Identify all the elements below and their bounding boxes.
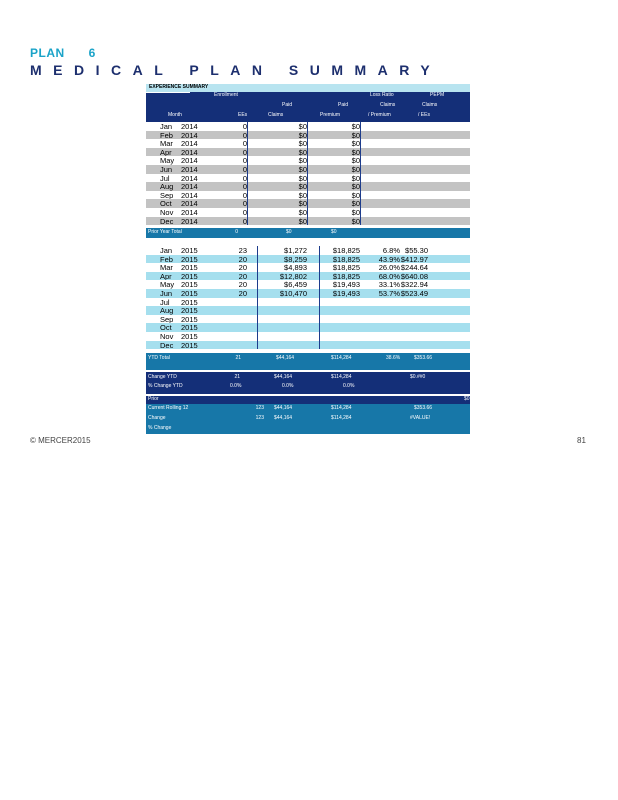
- row-claims: $0: [298, 173, 307, 183]
- rolling-change-label: Change: [148, 415, 166, 421]
- table-row: [146, 341, 470, 350]
- row-year: 2015: [181, 314, 198, 324]
- table-row: [146, 131, 470, 140]
- row-year: 2015: [181, 263, 198, 272]
- row-ees: 0: [242, 190, 247, 200]
- rolling-current-premium: $114,284: [331, 405, 352, 411]
- row-premium: $18,825: [332, 271, 360, 281]
- row-year: 2015: [181, 254, 198, 264]
- column-divider: [319, 246, 320, 349]
- pct-change-ytd-claims: 0.0%: [282, 383, 294, 389]
- rolling-change-pepm: #VALUE!: [410, 415, 431, 421]
- row-pepm: $640.08: [400, 271, 428, 281]
- row-ees: 0: [242, 199, 247, 208]
- table-title: EXPERIENCE SUMMARY: [149, 84, 209, 90]
- row-year: 2014: [181, 190, 198, 200]
- pct-change-ytd-premium: 0.0%: [343, 383, 355, 389]
- row-pepm: $412.97: [400, 254, 428, 264]
- row-month: Oct: [160, 199, 172, 208]
- table-row: [146, 315, 470, 324]
- column-divider: [307, 122, 308, 225]
- change-ytd-premium: $114,284: [331, 374, 352, 380]
- rolling-pct-change: [146, 424, 470, 434]
- table-row: [146, 323, 470, 332]
- rolling-change-ees: 123: [255, 415, 264, 421]
- row-month: Jul: [160, 297, 170, 307]
- row-loss-ratio: 26.0%: [378, 263, 400, 272]
- row-premium: $0: [351, 139, 360, 148]
- row-loss-ratio: 68.0%: [378, 271, 400, 281]
- rolling-current-claims: $44,164: [274, 405, 293, 411]
- row-year: 2015: [181, 297, 198, 307]
- ytd-total: [146, 353, 470, 370]
- row-ees: 20: [238, 289, 247, 298]
- row-claims: $10,470: [279, 289, 307, 298]
- ytd-claims: $44,164: [276, 355, 295, 361]
- row-claims: $0: [298, 156, 307, 165]
- table-row: [146, 165, 470, 174]
- row-month: Apr: [160, 147, 172, 157]
- row-pepm: $244.64: [400, 263, 428, 272]
- row-premium: $0: [351, 182, 360, 191]
- pct-change-ytd-label: % Change YTD: [148, 383, 183, 389]
- row-year: 2014: [181, 156, 198, 165]
- row-year: 2014: [181, 199, 198, 208]
- table-row: [146, 272, 470, 281]
- table-row: [146, 217, 470, 226]
- table-row: [146, 263, 470, 272]
- change-ytd-block: [146, 372, 470, 394]
- page-number: 81: [577, 436, 586, 445]
- row-claims: $0: [298, 208, 307, 217]
- copyright-footer: © MERCER2015: [30, 436, 91, 445]
- row-year: 2014: [181, 208, 198, 217]
- row-year: 2014: [181, 147, 198, 157]
- row-month: Jun: [160, 289, 173, 298]
- ytd-premium: $114,284: [331, 355, 352, 361]
- row-year: 2014: [181, 182, 198, 191]
- table-row: [146, 298, 470, 307]
- header-claims-b: Claims: [422, 102, 438, 108]
- prior-year-total: [146, 228, 470, 238]
- row-month: Jul: [160, 173, 170, 183]
- row-ees: 0: [242, 216, 247, 226]
- rolling-pct-change-label: % Change: [148, 425, 172, 431]
- row-year: 2014: [181, 165, 198, 174]
- row-month: Feb: [160, 254, 173, 264]
- row-claims: $0: [298, 139, 307, 148]
- header-per-ee: / EEs: [418, 112, 430, 118]
- row-premium: $0: [351, 199, 360, 208]
- change-ytd-claims: $44,164: [274, 374, 293, 380]
- ytd-ees: 21: [235, 355, 241, 361]
- row-month: Sep: [160, 190, 174, 200]
- table-row: [146, 191, 470, 200]
- row-month: Oct: [160, 323, 172, 332]
- row-year: 2015: [181, 340, 198, 350]
- row-claims: $6,459: [284, 280, 307, 289]
- row-month: Jan: [160, 122, 173, 131]
- row-year: 2014: [181, 173, 198, 183]
- row-loss-ratio: 53.7%: [378, 289, 400, 298]
- row-year: 2014: [181, 122, 198, 131]
- row-premium: $0: [351, 147, 360, 157]
- ytd-loss-ratio: 38.6%: [386, 355, 401, 361]
- row-pepm: $523.49: [400, 289, 428, 298]
- header-loss-ratio: Loss Ratio: [370, 92, 394, 98]
- table-row: [146, 280, 470, 289]
- row-year: 2015: [181, 289, 198, 298]
- column-divider: [247, 122, 248, 225]
- table-row: [146, 182, 470, 191]
- rolling-current-pepm: $353.66: [414, 405, 433, 411]
- rolling-current-label: Current Rolling 12: [148, 405, 189, 411]
- rolling-current-ees: 123: [255, 405, 264, 411]
- table-row: [146, 174, 470, 183]
- row-premium: $0: [351, 122, 360, 131]
- header-paid-premium: Paid: [338, 102, 349, 108]
- experience-summary-table: [146, 84, 470, 434]
- row-loss-ratio: 6.8%: [382, 246, 400, 255]
- row-premium: $0: [351, 130, 360, 140]
- row-premium: $0: [351, 156, 360, 165]
- row-month: Feb: [160, 130, 173, 140]
- table-row: [146, 148, 470, 157]
- plan-word: PLAN: [30, 46, 65, 60]
- row-premium: $0: [351, 165, 360, 174]
- plan-label: [30, 46, 96, 60]
- table-row: [146, 139, 470, 148]
- header-claims-a: Claims: [380, 102, 396, 108]
- row-ees: 23: [238, 246, 247, 255]
- row-pepm: $322.94: [400, 280, 428, 289]
- ytd-pepm: $353.66: [414, 355, 433, 361]
- spacer-row: [146, 238, 470, 246]
- row-year: 2015: [181, 306, 198, 315]
- row-ees: 0: [242, 165, 247, 174]
- rolling-prior-value: $0: [464, 396, 470, 402]
- table-row: [146, 289, 470, 298]
- table-row: [146, 199, 470, 208]
- row-claims: $4,893: [284, 263, 307, 272]
- table-row: [146, 208, 470, 217]
- row-ees: 0: [242, 173, 247, 183]
- row-month: Dec: [160, 340, 174, 350]
- row-claims: $0: [298, 199, 307, 208]
- rolling-prior: [146, 396, 470, 404]
- prior-total-premium: $0: [331, 229, 337, 235]
- row-month: Aug: [160, 306, 174, 315]
- rolling-prior-label: Prior: [148, 396, 159, 402]
- row-ees: 20: [238, 271, 247, 281]
- row-year: 2015: [181, 280, 198, 289]
- row-claims: $0: [298, 182, 307, 191]
- row-month: Mar: [160, 263, 173, 272]
- row-ees: 20: [238, 254, 247, 264]
- row-ees: 0: [242, 130, 247, 140]
- row-premium: $0: [351, 208, 360, 217]
- row-claims: $12,802: [279, 271, 307, 281]
- row-month: Aug: [160, 182, 174, 191]
- rolling-change-claims: $44,164: [274, 415, 293, 421]
- row-claims: $1,272: [284, 246, 307, 255]
- row-claims: $0: [298, 122, 307, 131]
- header-claims: Claims: [268, 112, 284, 118]
- row-month: Dec: [160, 216, 174, 226]
- row-ees: 20: [238, 280, 247, 289]
- change-ytd-pepm: $0.##0: [410, 374, 426, 380]
- table-row: [146, 255, 470, 264]
- row-month: Nov: [160, 332, 174, 341]
- header-premium-ratio: / Premium: [368, 112, 391, 118]
- row-claims: $0: [298, 216, 307, 226]
- header-ees: EEs: [238, 112, 248, 118]
- column-divider: [257, 246, 258, 349]
- row-claims: $0: [298, 165, 307, 174]
- row-year: 2015: [181, 271, 198, 281]
- enrollment-underline: [146, 92, 190, 93]
- row-year: 2014: [181, 216, 198, 226]
- header-premium: Premium: [320, 112, 341, 118]
- row-year: 2015: [181, 332, 198, 341]
- table-row: [146, 246, 470, 255]
- row-ees: 0: [242, 208, 247, 217]
- row-year: 2014: [181, 130, 198, 140]
- ytd-label: YTD Total: [148, 355, 170, 361]
- table-title-band: [146, 84, 470, 92]
- row-premium: $18,825: [332, 246, 360, 255]
- table-row: [146, 306, 470, 315]
- row-pepm: $55.30: [405, 246, 428, 255]
- prior-total-ees: 0: [235, 229, 238, 235]
- row-ees: 0: [242, 182, 247, 191]
- row-claims: $0: [298, 190, 307, 200]
- table-header: [146, 92, 470, 122]
- row-loss-ratio: 33.1%: [378, 280, 400, 289]
- prior-total-claims: $0: [286, 229, 292, 235]
- header-month: Month: [168, 112, 182, 118]
- change-ytd-ees: 21: [234, 374, 240, 380]
- header-paid-claims: Paid: [282, 102, 293, 108]
- prior-total-label: Prior Year Total: [148, 229, 182, 235]
- column-divider: [360, 122, 361, 225]
- row-claims: $0: [298, 130, 307, 140]
- rolling-change-premium: $114,284: [331, 415, 352, 421]
- row-claims: $8,259: [284, 254, 307, 264]
- table-row: [146, 332, 470, 341]
- rolling-change: [146, 414, 470, 424]
- row-loss-ratio: 43.9%: [378, 254, 400, 264]
- row-premium: $18,825: [332, 263, 360, 272]
- row-ees: 0: [242, 122, 247, 131]
- row-premium: $0: [351, 216, 360, 226]
- row-month: Jun: [160, 165, 173, 174]
- row-month: Jan: [160, 246, 173, 255]
- row-ees: 0: [242, 139, 247, 148]
- header-pepm: PEPM: [430, 92, 445, 98]
- row-ees: 20: [238, 263, 247, 272]
- row-premium: $0: [351, 173, 360, 183]
- row-year: 2015: [181, 246, 198, 255]
- row-premium: $19,493: [332, 280, 360, 289]
- row-month: May: [160, 156, 175, 165]
- row-month: Nov: [160, 208, 174, 217]
- row-premium: $18,825: [332, 254, 360, 264]
- pct-change-ytd-ees: 0.0%: [230, 383, 242, 389]
- header-enrollment: Enrollment: [214, 92, 238, 98]
- rolling-current: [146, 404, 470, 414]
- row-ees: 0: [242, 156, 247, 165]
- row-month: Apr: [160, 271, 172, 281]
- table-row: [146, 122, 470, 131]
- row-month: Mar: [160, 139, 173, 148]
- row-month: Sep: [160, 314, 174, 324]
- row-premium: $19,493: [332, 289, 360, 298]
- row-claims: $0: [298, 147, 307, 157]
- plan-number: 6: [88, 46, 96, 60]
- page-title: MEDICAL PLAN SUMMARY: [30, 62, 442, 78]
- row-year: 2014: [181, 139, 198, 148]
- row-premium: $0: [351, 190, 360, 200]
- change-ytd-label: Change YTD: [148, 374, 177, 380]
- row-year: 2015: [181, 323, 198, 332]
- table-row: [146, 156, 470, 165]
- row-month: May: [160, 280, 175, 289]
- row-ees: 0: [242, 147, 247, 157]
